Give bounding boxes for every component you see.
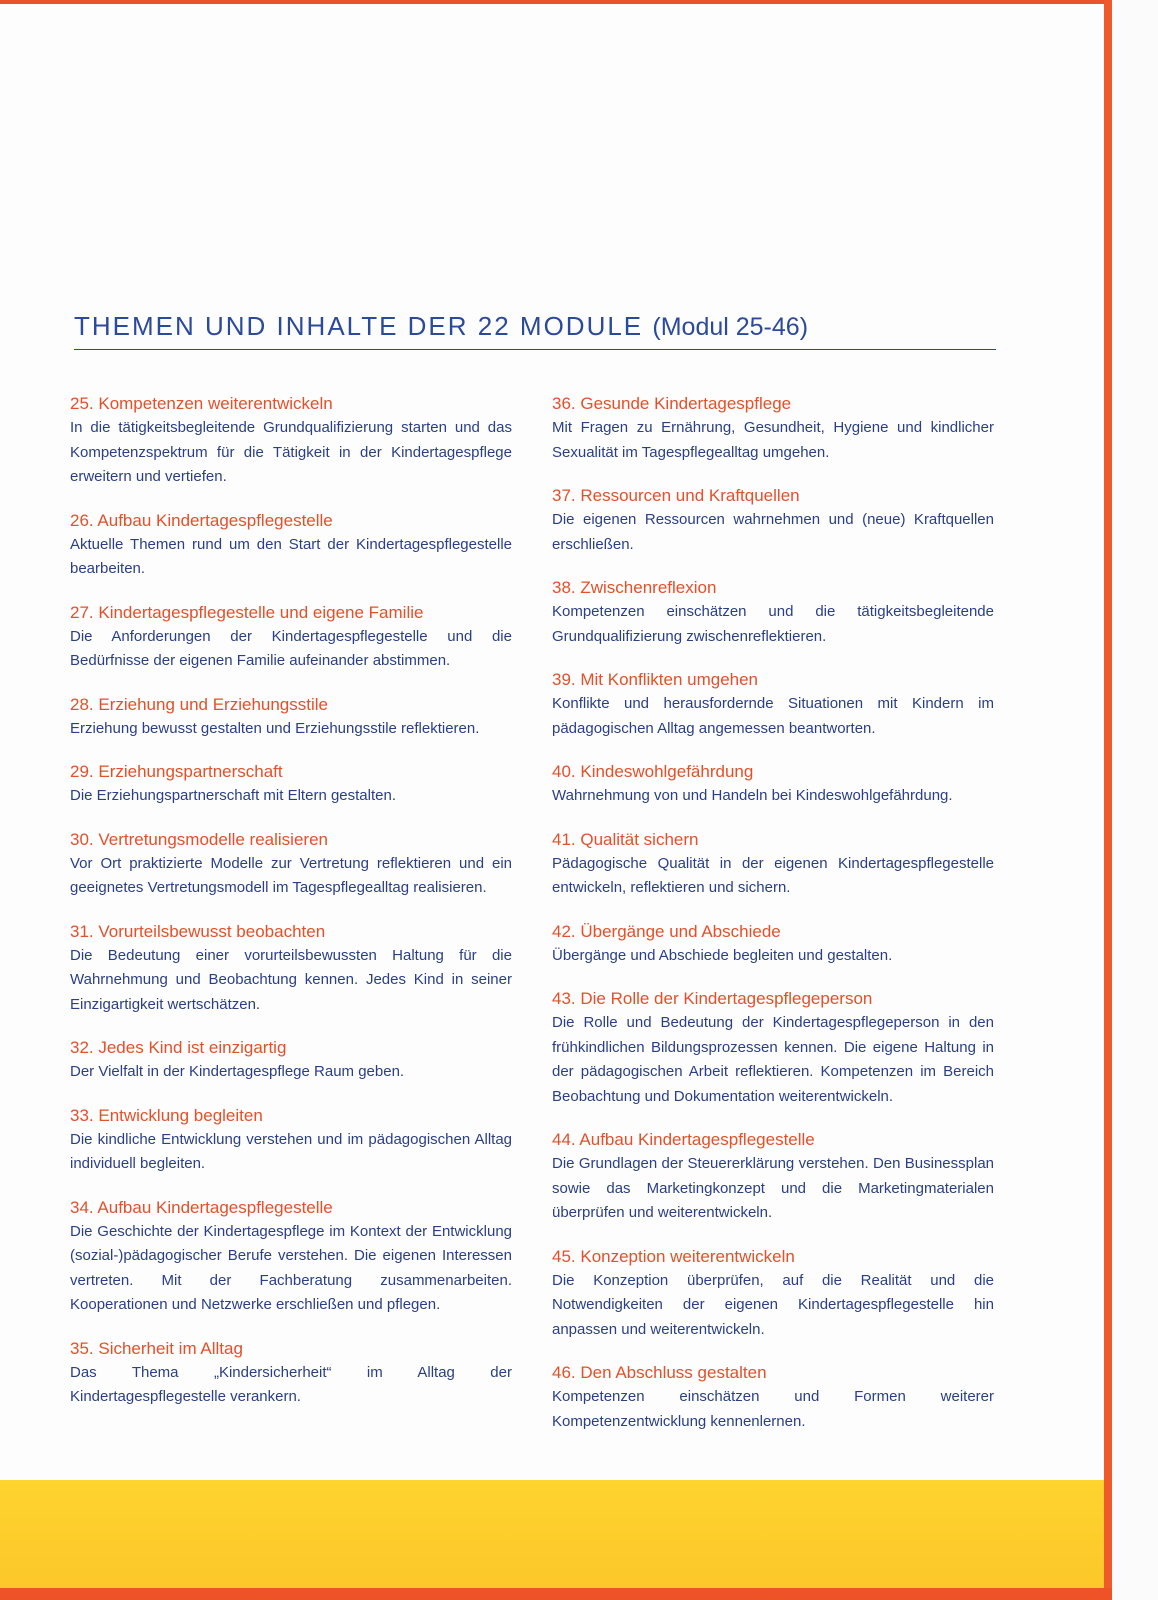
module-title: 36. Gesunde Kindertagespflege [552, 394, 792, 413]
module-title: 25. Kompetenzen weiterentwickeln [70, 394, 333, 413]
module-entry [70, 1337, 512, 1410]
module-entry [70, 1036, 512, 1085]
module-title: 41. Qualität sichern [552, 829, 699, 849]
module-title: 28. Erziehung und Erziehungsstile [70, 694, 328, 714]
module-description: Wahrnehmung von und Handeln bei Kindeswohlgefährdung. [552, 787, 953, 804]
module-description: Kompetenzen einschätzen und Formen weiterer Kompetenzentwicklung kennenlernen. [552, 1388, 994, 1430]
module-entry [552, 760, 994, 809]
module-description: Konflikte und herausfordernde Situationen mit Kindern im pädagogischen Alltag angemessen beantworten. [552, 695, 994, 737]
module-entry [552, 484, 994, 557]
module-description: Die Anforderungen der Kindertagespflegestelle und die Bedürfnisse der eigenen Familie aufeinander abstimmen. [70, 627, 512, 669]
module-title: 31. Vorurteilsbewusst beobachten [70, 921, 326, 941]
module-title: 37. Ressourcen und Kraftquellen [552, 486, 800, 505]
module-title: 45. Konzeption weiterentwickeln [552, 1246, 795, 1266]
module-title: 43. Die Rolle der Kindertagespflegeperson [552, 989, 873, 1008]
module-description: Die Bedeutung einer vorurteilsbewussten Haltung für die Wahrnehmung und Beobachtung kennen. Jedes Kind in seiner Einzigartigkeit wertschätzen. [70, 946, 512, 1013]
title-divider [74, 349, 996, 350]
module-title: 27. Kindertagespflegestelle und eigene Familie [70, 602, 424, 622]
module-entry [70, 601, 512, 674]
module-description: Die Rolle und Bedeutung der Kindertagespflegeperson in den frühkindlichen Bildungsprozessen kennen. Die eigene Haltung in der pädagogischen Arbeit reflektieren. Kompetenzen im Bereich Beobachtung und Dokumentation weiterentwickeln. [552, 1014, 994, 1105]
module-title: 39. Mit Konflikten umgehen [552, 670, 759, 689]
module-title: 44. Aufbau Kindertagespflegestelle [552, 1130, 815, 1149]
module-title: 35. Sicherheit im Alltag [70, 1338, 243, 1358]
module-title: 26. Aufbau Kindertagespflegestelle [70, 510, 333, 530]
module-title: 40. Kindeswohlgefährdung [552, 762, 754, 781]
module-entry [70, 693, 512, 742]
module-description: Aktuelle Themen rund um den Start der Kindertagespflegestelle bearbeiten. [70, 535, 512, 577]
module-entry [552, 668, 994, 741]
module-description: In die tätigkeitsbegleitende Grundqualifizierung starten und das Kompetenzspektrum für die Tätigkeit in der Kindertagespflege erweitern und vertiefen. [70, 419, 512, 485]
footer-color-band [0, 1480, 1104, 1588]
module-description: Die kindliche Entwicklung verstehen und im pädagogischen Alltag individuell begleiten. [70, 1130, 512, 1172]
module-description: Die eigenen Ressourcen wahrnehmen und (neue) Kraftquellen erschließen. [552, 511, 994, 553]
module-title: 38. Zwischenreflexion [552, 578, 717, 597]
module-entry [552, 920, 994, 969]
module-title: 30. Vertretungsmodelle realisieren [70, 829, 328, 849]
module-description: Vor Ort praktizierte Modelle zur Vertretung reflektieren und ein geeignetes Vertretungsmodell im Tagespflegealltag realisieren. [70, 854, 512, 896]
module-description: Die Geschichte der Kindertagespflege im Kontext der Entwicklung (sozial-)pädagogischer Berufe verstehen. Die eigenen Interessen vertreten. Mit der Fachberatung zusammenarbeiten. Kooperationen und Netzwerke erschließen und pflegen. [70, 1222, 512, 1313]
scan-margin [1112, 0, 1158, 1600]
module-entry [70, 760, 512, 809]
module-entry [70, 509, 512, 582]
page-title-main: THEMEN UND INHALTE DER 22 MODULE [74, 311, 644, 342]
bottom-border [0, 1588, 1112, 1600]
module-entry [552, 1361, 994, 1434]
module-entry [552, 576, 994, 649]
module-description: Pädagogische Qualität in der eigenen Kindertagespflegestelle entwickeln, reflektieren und sichern. [552, 854, 994, 896]
module-description: Mit Fragen zu Ernährung, Gesundheit, Hygiene und kindlicher Sexualität im Tagespflegealltag umgehen. [552, 419, 994, 461]
top-border [0, 0, 1110, 4]
module-entry [552, 1245, 994, 1343]
module-description: Kompetenzen einschätzen und die tätigkeitsbegleitende Grundqualifizierung zwischenreflektieren. [552, 603, 994, 645]
module-entry [70, 920, 512, 1018]
module-description: Die Konzeption überprüfen, auf die Realität und die Notwendigkeiten der eigenen Kindertagespflegestelle hin anpassen und weiterentwickeln. [552, 1271, 994, 1338]
module-description: Der Vielfalt in der Kindertagespflege Raum geben. [70, 1063, 405, 1080]
page-title [74, 311, 1014, 342]
module-description: Das Thema „Kindersicherheit“ im Alltag der Kindertagespflegestelle verankern. [70, 1363, 512, 1405]
module-title: 29. Erziehungspartnerschaft [70, 762, 283, 781]
module-entry [70, 1196, 512, 1318]
module-title: 46. Den Abschluss gestalten [552, 1363, 767, 1382]
module-column-right [552, 392, 994, 1453]
module-column-left [70, 392, 512, 1429]
page-title-suffix: (Modul 25-46) [652, 313, 809, 342]
module-title: 34. Aufbau Kindertagespflegestelle [70, 1197, 333, 1217]
module-description: Die Erziehungspartnerschaft mit Eltern gestalten. [70, 787, 396, 804]
module-title: 42. Übergänge und Abschiede [552, 921, 781, 941]
module-description: Erziehung bewusst gestalten und Erziehungsstile reflektieren. [70, 719, 480, 737]
module-entry [552, 392, 994, 465]
module-title: 32. Jedes Kind ist einzigartig [70, 1038, 287, 1057]
module-entry [70, 1104, 512, 1177]
module-entry [552, 987, 994, 1109]
right-border [1104, 0, 1112, 1600]
module-description: Die Grundlagen der Steuererklärung verstehen. Den Businessplan sowie das Marketingkonzept und die Marketingmaterialen überprüfen und weiterentwickeln. [552, 1155, 994, 1221]
module-entry [552, 1128, 994, 1226]
module-description: Übergänge und Abschiede begleiten und gestalten. [552, 946, 893, 964]
module-title: 33. Entwicklung begleiten [70, 1105, 263, 1125]
module-entry [70, 828, 512, 901]
module-entry [552, 828, 994, 901]
module-entry [70, 392, 512, 490]
